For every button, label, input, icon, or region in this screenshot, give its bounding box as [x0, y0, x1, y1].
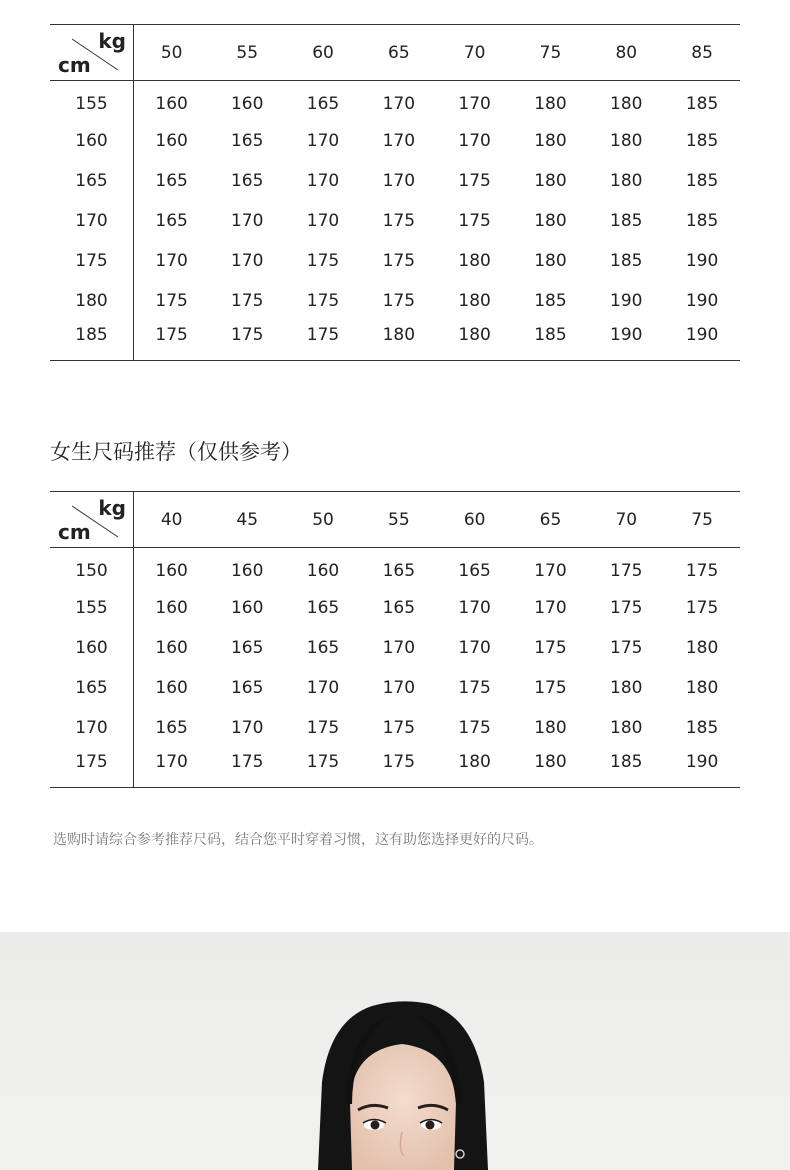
- size-cell: 180: [534, 752, 567, 773]
- size-cell: 160: [155, 677, 188, 698]
- size-cell: 165: [155, 210, 188, 231]
- size-cell: 170: [534, 560, 567, 581]
- size-cell: 170: [458, 93, 491, 114]
- weight-unit-label: kg: [98, 496, 126, 520]
- size-cell: 175: [610, 597, 643, 618]
- size-cell: 180: [458, 752, 491, 773]
- size-cell: 185: [610, 210, 643, 231]
- size-cell: 185: [685, 170, 719, 191]
- size-cell: 175: [382, 210, 416, 231]
- size-cell: 175: [382, 250, 416, 271]
- size-cell: 170: [306, 130, 340, 151]
- weight-header-cell: 75: [513, 25, 589, 81]
- size-cell: 175: [610, 637, 643, 658]
- size-cell: 185: [534, 290, 567, 311]
- size-cell: 160: [155, 93, 188, 114]
- size-cell: 160: [155, 130, 188, 151]
- size-cell: 160: [155, 560, 188, 581]
- table-row: [50, 628, 740, 668]
- size-cell: 165: [306, 597, 340, 618]
- size-cell: 160: [230, 597, 264, 618]
- size-cell: 180: [458, 290, 491, 311]
- weight-header-cell: 50: [285, 492, 361, 548]
- size-cell: 185: [685, 717, 719, 738]
- size-cell: 180: [382, 325, 416, 346]
- size-cell: 185: [685, 130, 719, 151]
- size-cell: 180: [610, 93, 643, 114]
- size-cell: 170: [382, 93, 416, 114]
- size-cell: 170: [230, 250, 264, 271]
- size-cell: 190: [610, 325, 643, 346]
- size-cell: 165: [382, 597, 416, 618]
- height-cell: 155: [50, 81, 134, 121]
- size-cell: 170: [382, 170, 416, 191]
- size-cell: 165: [306, 93, 340, 114]
- height-cell: 180: [50, 281, 134, 321]
- size-cell: 160: [230, 93, 264, 114]
- size-cell: 175: [458, 170, 491, 191]
- size-advice-note: 选购时请综合参考推荐尺码，结合您平时穿着习惯，这有助您选择更好的尺码。: [53, 832, 543, 848]
- size-cell: 170: [458, 597, 491, 618]
- height-unit-label: cm: [58, 520, 91, 544]
- size-cell: 175: [306, 325, 340, 346]
- weight-header-row: [50, 25, 740, 81]
- size-cell: 175: [155, 325, 188, 346]
- size-cell: 170: [155, 250, 188, 271]
- height-cell: 175: [50, 748, 134, 788]
- size-cell: 165: [155, 170, 188, 191]
- weight-header-cell: 40: [134, 492, 210, 548]
- table-row: [50, 548, 740, 588]
- size-cell: 180: [685, 677, 719, 698]
- size-cell: 180: [610, 717, 643, 738]
- size-cell: 170: [306, 677, 340, 698]
- height-cell: 150: [50, 548, 134, 588]
- size-cell: 170: [382, 637, 416, 658]
- height-cell: 175: [50, 241, 134, 281]
- size-cell: 185: [534, 325, 567, 346]
- size-cell: 165: [230, 677, 264, 698]
- weight-header-row: [50, 492, 740, 548]
- size-cell: 175: [230, 290, 264, 311]
- size-cell: 180: [534, 130, 567, 151]
- size-cell: 185: [685, 210, 719, 231]
- size-cell: 175: [155, 290, 188, 311]
- table-row: [50, 201, 740, 241]
- size-cell: 175: [230, 752, 264, 773]
- size-cell: 175: [534, 637, 567, 658]
- women-chart-title: 女生尺码推荐（仅供参考）: [50, 440, 302, 464]
- size-cell: 165: [155, 717, 188, 738]
- size-cell: 160: [155, 597, 188, 618]
- size-cell: 175: [382, 752, 416, 773]
- weight-header-cell: 70: [588, 492, 664, 548]
- height-cell: 160: [50, 628, 134, 668]
- height-cell: 160: [50, 121, 134, 161]
- model-portrait-icon: [0, 932, 790, 1170]
- table-row: [50, 241, 740, 281]
- size-cell: 180: [458, 250, 491, 271]
- size-cell: 180: [534, 717, 567, 738]
- size-cell: 175: [534, 677, 567, 698]
- size-cell: 180: [458, 325, 491, 346]
- size-cell: 175: [685, 560, 719, 581]
- size-cell: 165: [230, 170, 264, 191]
- corner-cell: [50, 492, 134, 548]
- size-cell: 175: [306, 752, 340, 773]
- size-cell: 175: [458, 677, 491, 698]
- size-cell: 170: [306, 170, 340, 191]
- size-cell: 175: [382, 717, 416, 738]
- size-cell: 190: [610, 290, 643, 311]
- corner-cell: [50, 25, 134, 81]
- size-cell: 185: [685, 93, 719, 114]
- size-cell: 175: [458, 717, 491, 738]
- size-cell: 175: [610, 560, 643, 581]
- size-cell: 190: [685, 290, 719, 311]
- size-cell: 185: [610, 752, 643, 773]
- weight-header-cell: 85: [664, 25, 740, 81]
- weight-header-cell: 70: [437, 25, 513, 81]
- women-size-chart: [50, 491, 740, 788]
- size-cell: 190: [685, 250, 719, 271]
- height-cell: 155: [50, 588, 134, 628]
- table-row: [50, 588, 740, 628]
- weight-header-cell: 80: [588, 25, 664, 81]
- size-cell: 160: [155, 637, 188, 658]
- table-row: [50, 321, 740, 361]
- size-cell: 175: [306, 290, 340, 311]
- size-cell: 180: [610, 170, 643, 191]
- size-cell: 180: [534, 170, 567, 191]
- size-cell: 190: [685, 752, 719, 773]
- weight-unit-label: kg: [98, 29, 126, 53]
- size-cell: 175: [382, 290, 416, 311]
- size-cell: 175: [685, 597, 719, 618]
- table-row: [50, 708, 740, 748]
- size-cell: 170: [382, 677, 416, 698]
- men-size-chart: [50, 24, 740, 361]
- table-row: [50, 668, 740, 708]
- height-cell: 185: [50, 321, 134, 361]
- height-cell: 170: [50, 708, 134, 748]
- weight-header-cell: 55: [361, 492, 437, 548]
- size-cell: 165: [230, 637, 264, 658]
- table-row: [50, 748, 740, 788]
- size-cell: 175: [306, 250, 340, 271]
- height-cell: 165: [50, 161, 134, 201]
- size-cell: 170: [155, 752, 188, 773]
- size-cell: 170: [458, 130, 491, 151]
- size-cell: 180: [685, 637, 719, 658]
- weight-header-cell: 60: [285, 25, 361, 81]
- size-cell: 180: [534, 93, 567, 114]
- weight-header-cell: 50: [134, 25, 210, 81]
- weight-header-cell: 45: [209, 492, 285, 548]
- size-cell: 160: [306, 560, 340, 581]
- height-unit-label: cm: [58, 53, 91, 77]
- table-row: [50, 281, 740, 321]
- size-cell: 180: [610, 677, 643, 698]
- table-row: [50, 81, 740, 121]
- size-cell: 165: [458, 560, 491, 581]
- size-cell: 175: [306, 717, 340, 738]
- size-cell: 170: [534, 597, 567, 618]
- size-cell: 185: [610, 250, 643, 271]
- height-cell: 170: [50, 201, 134, 241]
- weight-header-cell: 65: [361, 25, 437, 81]
- size-cell: 170: [230, 717, 264, 738]
- size-cell: 190: [685, 325, 719, 346]
- weight-header-cell: 60: [437, 492, 513, 548]
- size-cell: 170: [382, 130, 416, 151]
- table-row: [50, 121, 740, 161]
- size-cell: 175: [230, 325, 264, 346]
- size-cell: 165: [306, 637, 340, 658]
- size-cell: 180: [534, 210, 567, 231]
- size-cell: 165: [230, 130, 264, 151]
- height-cell: 165: [50, 668, 134, 708]
- size-cell: 165: [382, 560, 416, 581]
- weight-header-cell: 65: [513, 492, 589, 548]
- size-cell: 170: [458, 637, 491, 658]
- size-cell: 180: [534, 250, 567, 271]
- model-photo: [0, 932, 790, 1170]
- weight-header-cell: 55: [209, 25, 285, 81]
- size-cell: 175: [458, 210, 491, 231]
- size-cell: 160: [230, 560, 264, 581]
- size-cell: 180: [610, 130, 643, 151]
- size-cell: 170: [306, 210, 340, 231]
- weight-header-cell: 75: [664, 492, 740, 548]
- table-row: [50, 161, 740, 201]
- size-cell: 170: [230, 210, 264, 231]
